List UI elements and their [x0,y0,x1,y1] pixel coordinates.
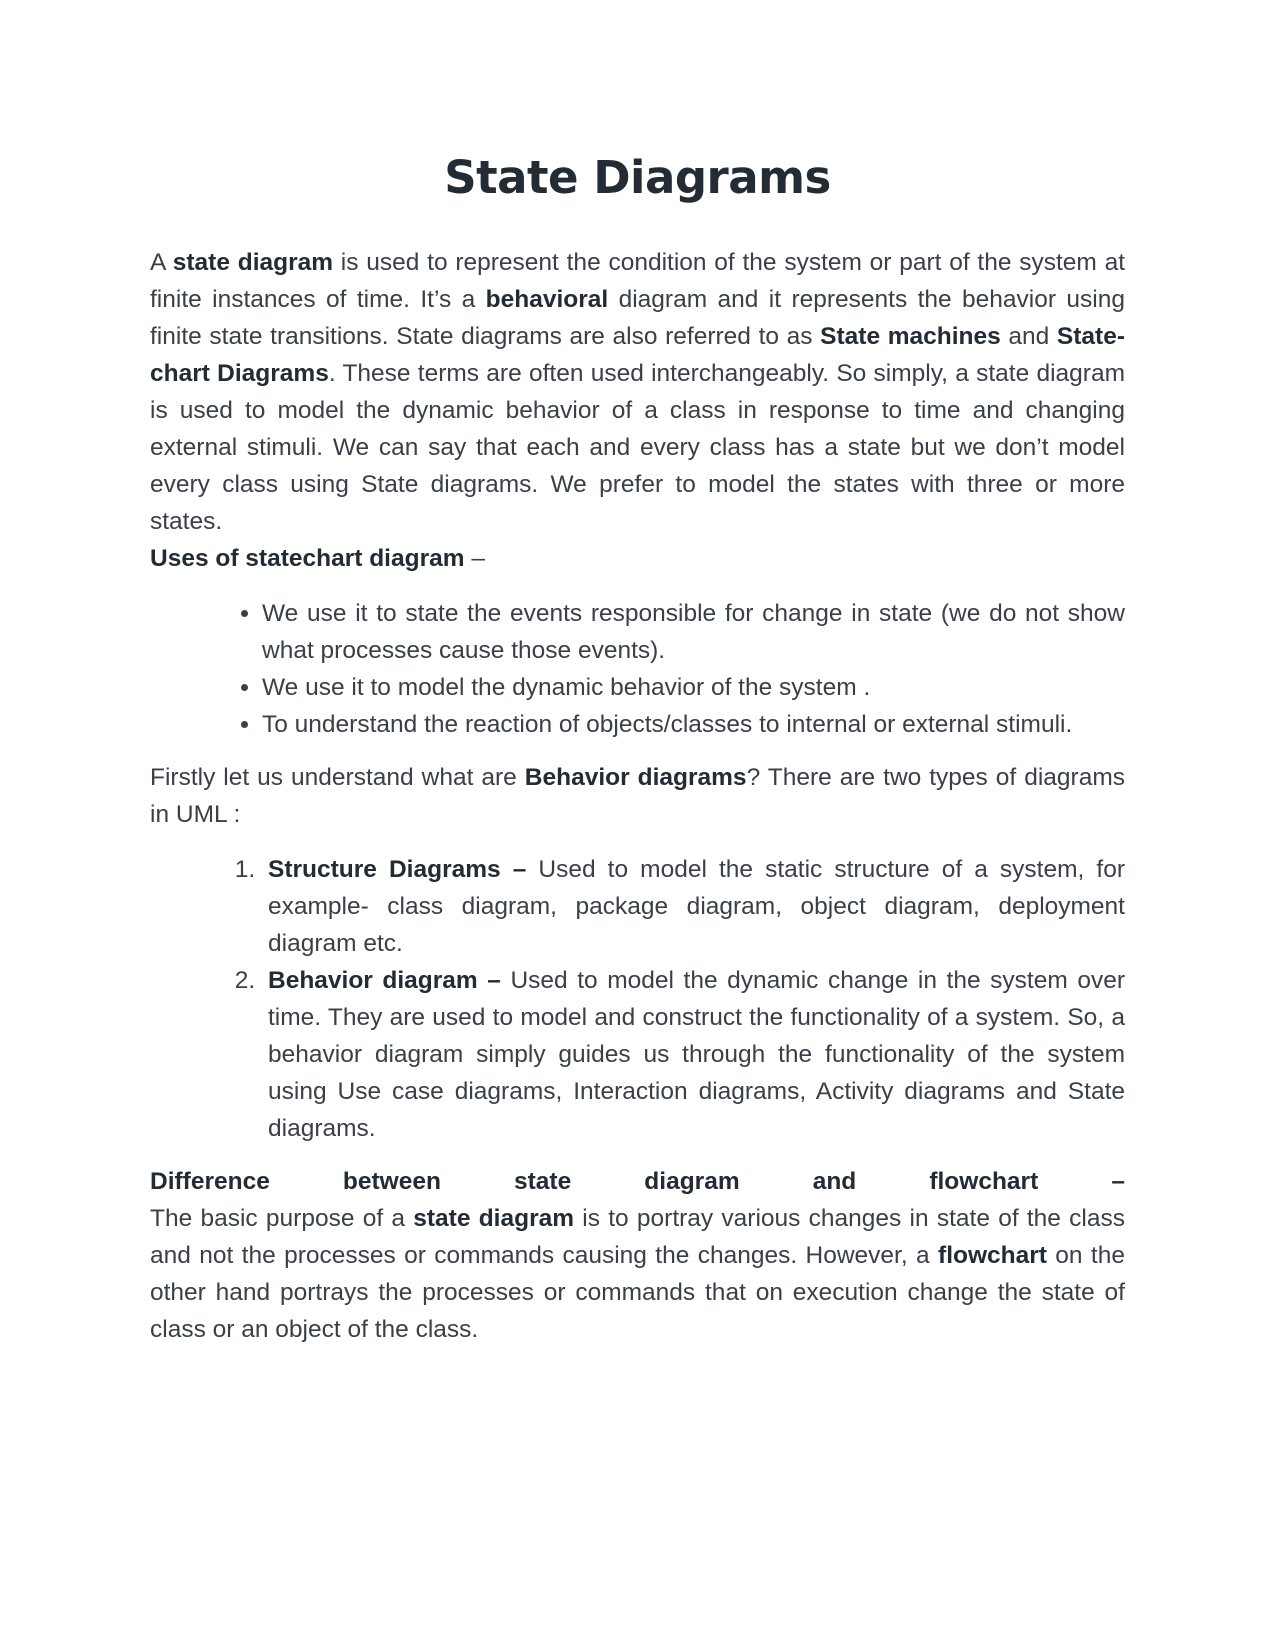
type-text: Used to model the dynamic change in the system over time. They are used to model and construct the functionality of a system. So, a behavior diagram simply guides us through the functionality of the system using Use case diagrams, Interaction diagrams, Activity diagrams and State diagrams. [268,967,1125,1142]
list-item: • We use it to model the dynamic behavior of the system . [262,669,1125,706]
difference-text-1: The basic purpose of a [150,1205,414,1232]
intro-text-5: . These terms are often used interchangeably. So simply, a state diagram is used to model the dynamic behavior of a class in response to time and changing external stimuli. We can say that each and every class has a state but we don’t model every class using State diagrams. We prefer to model the states with three or more states. [150,360,1125,535]
list-item: • We use it to state the events responsible for change in state (we do not show what processes cause those events). [262,595,1125,669]
behavior-intro-text-1: Firstly let us understand what are [150,764,525,791]
intro-text-2: is used to represent the condition of the system or part of the system at finite instances of time. It’s a [150,249,1126,313]
uses-heading-label: Uses of statechart diagram [150,545,465,572]
uses-list [150,595,1125,743]
difference-heading-word: state [514,1168,572,1195]
difference-heading-word: and [812,1168,857,1195]
difference-heading [150,1163,1125,1200]
difference-section [150,1163,1125,1348]
intro-text-3: diagram and it represents the behavior using finite state transitions. State diagrams are also referred to as [150,286,1125,350]
difference-text-2: is to portray various changes in state of the class and not the processes or commands causing the changes. However, a [150,1205,1126,1269]
difference-heading-word: Difference [150,1168,270,1195]
term-behavioral: behavioral [485,286,609,313]
difference-heading-word: between [342,1168,441,1195]
term-state-diagram: state diagram [413,1205,575,1232]
behavior-intro-text-2: ? There are two types of diagrams in UML : [150,764,1125,828]
list-item: • To understand the reaction of objects/classes to internal or external stimuli. [262,706,1125,743]
difference-heading-word: – [1111,1168,1125,1195]
diagram-types-list [150,851,1125,1147]
document-content [150,145,1125,1348]
behavior-intro-paragraph [150,759,1125,833]
term-behavior-diagrams: Behavior diagrams [524,764,747,791]
term-state-chart-diagrams: State-chart Diagrams [150,323,1125,387]
type-label: Behavior diagram – [268,967,501,994]
list-item-behavior-diagram [262,962,1125,1147]
difference-paragraph [150,1200,1125,1348]
uses-heading-suffix: – [464,545,485,572]
difference-text-3: on the other hand portrays the processes or commands that on execution change the state of class or an object of the class. [150,1242,1125,1343]
intro-text-1: A [150,249,173,276]
intro-text-4: and [1000,323,1057,350]
list-item-structure-diagrams [262,851,1125,962]
type-label: Structure Diagrams – [268,856,527,883]
term-state-diagram: state diagram [172,249,334,276]
difference-heading-word: flowchart [929,1168,1039,1195]
uses-heading [150,540,1125,577]
difference-heading-word: diagram [644,1168,740,1195]
intro-paragraph [150,244,1125,540]
type-text: Used to model the static structure of a system, for example- class diagram, package diagram, object diagram, deployment diagram etc. [268,856,1125,957]
term-state-machines: State machines [820,323,1001,350]
page-title: State Diagrams [444,151,831,204]
term-flowchart: flowchart [938,1242,1047,1269]
